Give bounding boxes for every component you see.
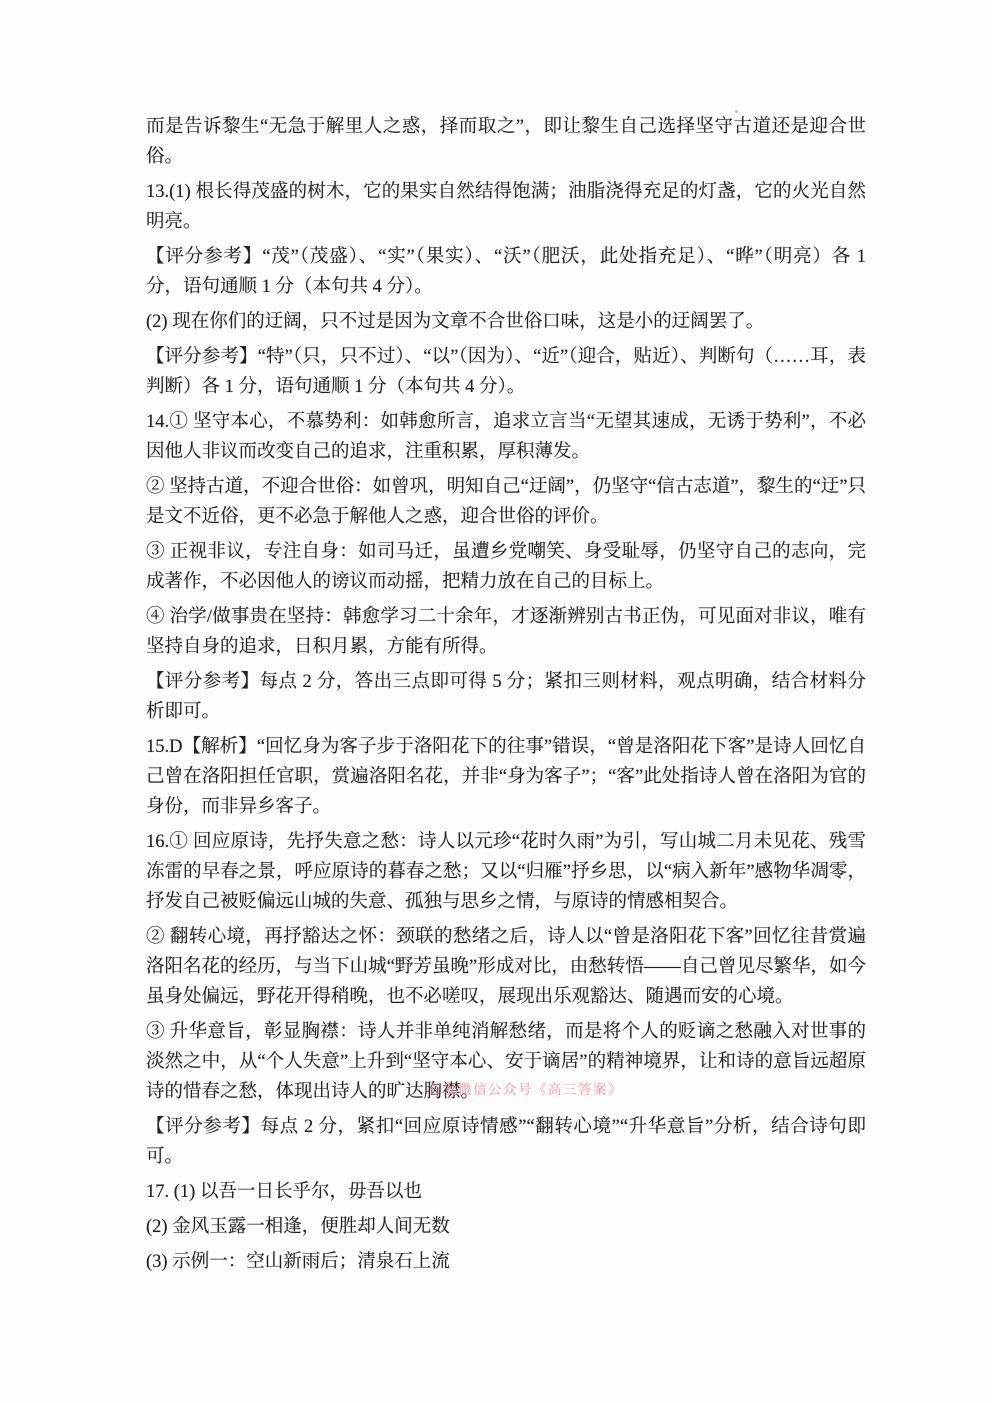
scoring-note-13-2: 【评分参考】“特”（只，只不过）、“以”（因为）、“近”（迎合，贴近）、判断句（……耳，表判断）各 1 分，语句通顺 1 分（本句共 4 分）。 — [146, 347, 866, 397]
answer-14-point-4: ④ 治学/做事贵在坚持：韩愈学习二十余年，才逐渐辨别古书正伪，可见面对非议，唯有坚持自身的追求，日积月累，方能有所得。 — [146, 607, 866, 657]
answer-14-point-3: ③ 正视非议，专注自身：如司马迁，虽遭乡党嘲笑、身受耻辱，仍坚守自己的志向，完成著作，不必因他人的谤议而动摇，把精力放在自己的目标上。 — [146, 542, 866, 592]
answer-prev-continuation: 而是告诉黎生“无急于解里人之惑，择而取之”，即让黎生自己选择坚守古道还是迎合世俗。 — [146, 117, 866, 167]
answer-key-text-block — [146, 112, 866, 1282]
watermark-text: 首发微信公众号《高三答案》 — [428, 1082, 623, 1097]
scoring-note-16: 【评分参考】每点 2 分，紧扣“回应原诗情感”“翻转心境”“升华意旨”分析，结合诗句即可。 — [146, 1117, 866, 1167]
answer-14-point-2: ② 坚持古道，不迎合世俗：如曾巩，明知自己“迂阔”，仍坚守“信古志道”，黎生的“迂”只是文不近俗，更不必急于解他人之惑，迎合世俗的评价。 — [146, 477, 866, 527]
answer-13-1: 13.(1) 根长得茂盛的树木，它的果实自然结得饱满；油脂浇得充足的灯盏，它的火光自然明亮。 — [146, 182, 866, 232]
answer-14-point-1: 14.① 坚守本心，不慕势利：如韩愈所言，追求立言当“无望其速成，无诱于势利”，不必因他人非议而改变自己的追求，注重积累，厚积薄发。 — [146, 412, 866, 462]
answer-16-point-3: ③ 升华意旨，彰显胸襟：诗人并非单纯消解愁绪，而是将个人的贬谪之愁融入对世事的淡然之中，从“个人失意”上升到“坚守本心、安于谪居”的精神境界，让和诗的意旨远超原诗的惜春之愁，体现出诗人的旷达胸襟。 — [146, 1022, 866, 1102]
answer-16-point-1: 16.① 回应原诗，先抒失意之愁：诗人以元珍“花时久雨”为引，写山城二月未见花、残雪冻雷的早春之景，呼应原诗的暮春之愁；又以“归雁”抒乡思，以“病入新年”感物华凋零，抒发自己被贬偏远山城的失意、孤独与思乡之情，与原诗的情感相契合。 — [146, 832, 866, 912]
answer-15: 15.D【解析】“回忆身为客子步于洛阳花下的往事”错误，“曾是洛阳花下客”是诗人回忆自己曾在洛阳担任官职，赏遍洛阳名花，并非“身为客子”；“客”此处指诗人曾在洛阳为官的身份，而非异乡客子。 — [146, 737, 866, 817]
answer-17-2: (2) 金风玉露一相逢，便胜却人间无数 — [146, 1217, 450, 1237]
answer-17-1: 17. (1) 以吾一日长乎尔，毋吾以也 — [146, 1182, 422, 1202]
scoring-note-13-1: 【评分参考】“茂”（茂盛）、“实”（果实）、“沃”（肥沃，此处指充足）、“晔”（明亮）各 1 分，语句通顺 1 分（本句共 4 分）。 — [146, 247, 866, 297]
answer-13-2: (2) 现在你们的迂阔，只不过是因为文章不合世俗口味，这是小的迂阔罢了。 — [146, 312, 765, 332]
answer-17-3: (3) 示例一：空山新雨后；清泉石上流 — [146, 1252, 450, 1272]
answer-16-point-2: ② 翻转心境，再抒豁达之怀：颈联的愁绪之后，诗人以“曾是洛阳花下客”回忆往昔赏遍洛阳名花的经历，与当下山城“野芳虽晚”形成对比，由愁转悟——自己曾见尽繁华，如今虽身处偏远，野花开得稍晚，也不必嗟叹，展现出乐观豁达、随遇而安的心境。 — [146, 927, 866, 1007]
scoring-note-14: 【评分参考】每点 2 分，答出三点即可得 5 分；紧扣三则材料，观点明确，结合材料分析即可。 — [146, 672, 866, 722]
